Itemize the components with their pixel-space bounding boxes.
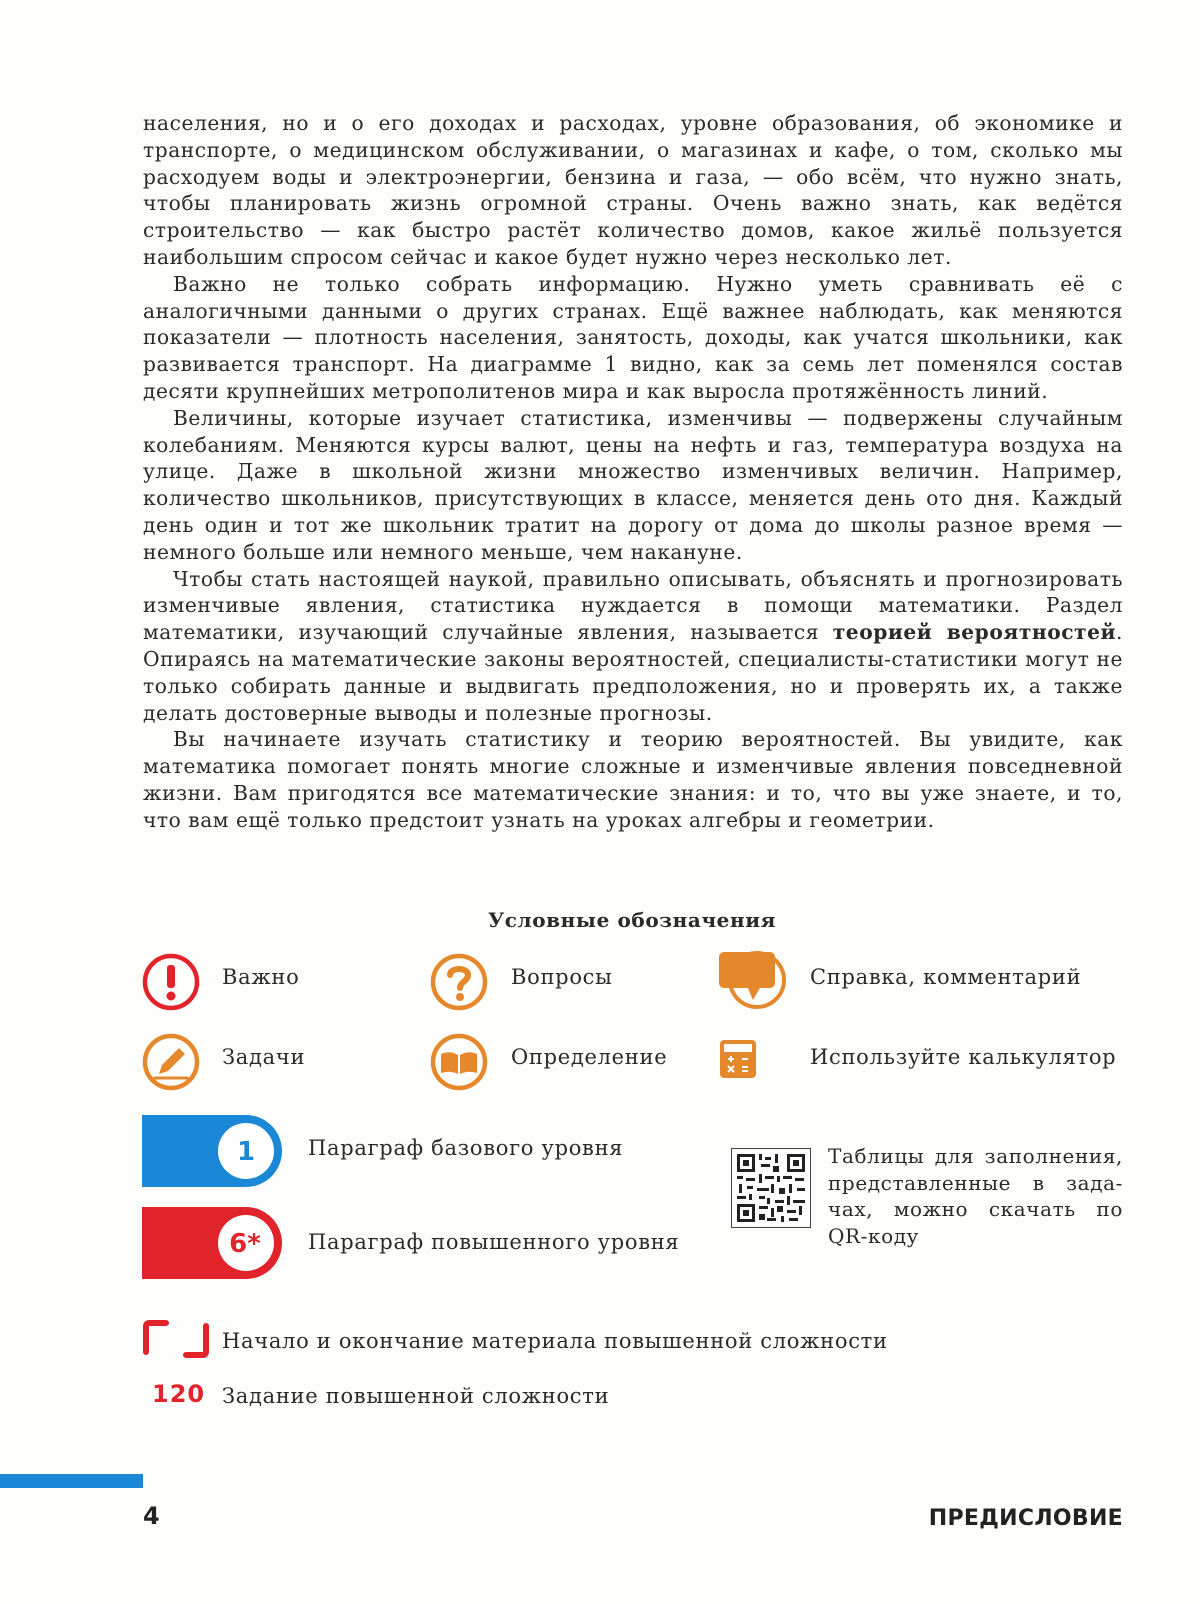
qr-text-line-1: Таблицы для заполнения, (828, 1144, 1123, 1168)
section-title: ПРЕДИСЛОВИЕ (928, 1506, 1123, 1531)
term-probability-theory: теорией вероятностей (832, 620, 1117, 645)
question-icon (429, 952, 489, 1012)
paragraph-3: Величины, которые изучает статистика, изменчивы — подвержены случайным колебаниям. Меняются курсы валют, цены на нефть и газ, температура воздуха на улице. Даже в школьной жизни множество изменчивых величин. Например, количество школьников, присутствующих в классе, меняется день ото дня. Каждый день один и тот же школьник тратит на дорогу от дома до школы разное время — немного больше или немного меньше, чем накануне. (143, 405, 1123, 564)
legend-important: Важно (222, 965, 300, 989)
paragraph-4-start: Чтобы стать настоящей наукой, правильно описывать, объяснять и прогнозировать изменчивые явления, статистика нуждается в помощи математики. Раздел математики, изучающий случайные явления, называется (143, 566, 1123, 645)
legend-hard-material: Начало и окончание материала повышенной сложности (222, 1329, 888, 1353)
advanced-level-badge (142, 1207, 284, 1279)
legend-definition: Определение (511, 1045, 668, 1069)
legend-qr-text (828, 1143, 1123, 1249)
comment-icon (717, 950, 789, 1012)
bracket-icon (142, 1320, 212, 1358)
basic-level-badge (142, 1115, 284, 1187)
book-icon (429, 1032, 489, 1092)
footer-bar (0, 1474, 143, 1488)
legend-questions: Вопросы (511, 965, 613, 989)
calculator-icon (719, 1039, 757, 1079)
paragraph-5: Вы начинаете изучать статистику и теорию вероятностей. Вы увидите, как математика помогает понять многие сложные и изменчивые явления повседневной жизни. Вам пригодятся все математические знания: и то, что вы уже знаете, и то, что вам ещё только предстоит узнать на уроках алгебры и геометрии. (143, 727, 1123, 832)
page-number: 4 (143, 1502, 160, 1530)
basic-level-number: 1 (236, 1137, 256, 1167)
legend-reference: Справка, комментарий (810, 965, 1082, 989)
qr-code-icon (731, 1148, 811, 1228)
qr-text-line-3: чах, можно скачать по (828, 1197, 1123, 1222)
qr-text-line-4: QR-коду (828, 1223, 920, 1248)
body-text (143, 110, 1123, 834)
legend-title: Условные обозначения (487, 908, 777, 932)
pencil-icon (141, 1032, 201, 1092)
paragraph-4 (143, 566, 1123, 727)
paragraph-4-end: . Опираясь на математические законы вероятностей, специалисты-статистики могут не только собирать данные и выдвигать предположения, но и проверять их, а также делать достоверные выводы и полезные прогнозы. (143, 620, 1124, 725)
legend-tasks: Задачи (222, 1045, 306, 1069)
exclamation-icon (141, 952, 201, 1012)
advanced-level-number: 6* (229, 1229, 261, 1259)
hard-task-number: 120 (152, 1380, 206, 1408)
legend-calculator: Используйте калькулятор (810, 1045, 1117, 1069)
qr-text-line-2: представленные в зада- (828, 1170, 1123, 1195)
paragraph-2: Важно не только собрать информацию. Нужно уметь сравнивать её с аналогичными данными о других странах. Ещё важнее наблюдать, как меняются показатели — плотность населения, занятость, доходы, как учатся школьники, как развивается транспорт. На диаграмме 1 видно, как за семь лет поменялся состав десяти крупнейших метрополитенов мира и как выросла протяжённость линий. (143, 271, 1123, 403)
legend-advanced-level: Параграф повышенного уровня (308, 1230, 680, 1254)
legend-hard-task: Задание повышенной сложности (222, 1384, 610, 1408)
legend-basic-level: Параграф базового уровня (308, 1136, 624, 1160)
paragraph-1: населения, но и о его доходах и расходах, уровне образования, об экономике и транспорте, о медицинском обслуживании, о магазинах и кафе, о том, сколько мы расходуем воды и электроэнергии, бензина и газа, — обо всём, что нужно знать, чтобы планировать жизнь огромной страны. Очень важно знать, как ведётся строительство — как быстро растёт количество домов, какое жильё пользуется наибольшим спросом сейчас и какое будет нужно через несколько лет. (143, 111, 1123, 269)
